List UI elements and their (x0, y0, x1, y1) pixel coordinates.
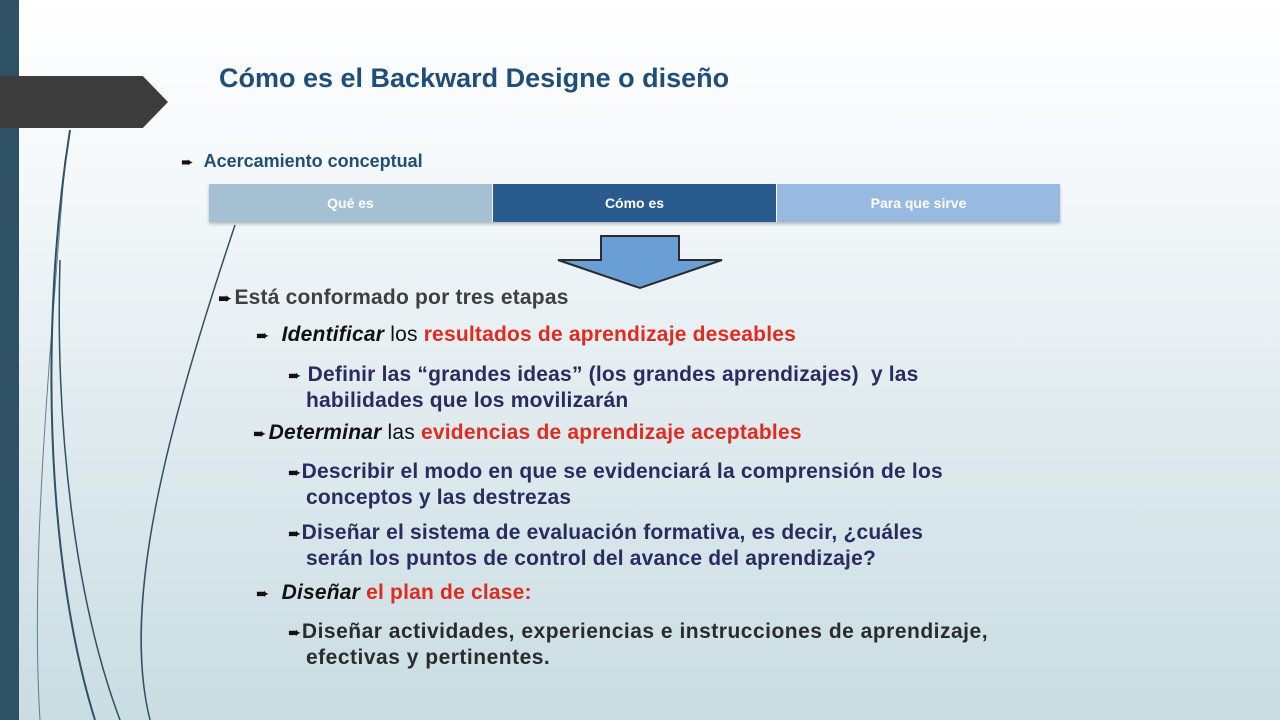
arrow-right-bullet-icon: ➨ (218, 289, 233, 309)
concept-tabs (209, 184, 1060, 222)
stage-determinar-detail-2: ➨Diseñar el sistema de evaluación formativa, es decir, ¿cuáles serán los puntos de control del avance del aprendizaje? (288, 521, 924, 570)
stage-determinar-detail-1: ➨Describir el modo en que se evidenciará la comprensión de los conceptos y las destrezas (288, 460, 943, 509)
tab-para-que-sirve[interactable]: Para que sirve (777, 184, 1060, 222)
arrow-right-bullet-icon: ➨ (256, 326, 270, 345)
subheading (181, 151, 423, 172)
stage-determinar: ➨Determinar las evidencias de aprendizaje aceptables (253, 421, 802, 444)
stage-identificar-detail: ➨ Definir las “grandes ideas” (los grandes aprendizajes) y las habilidades que los movilizarán (288, 363, 919, 412)
stages-heading: ➨Está conformado por tres etapas (218, 286, 569, 309)
arrow-right-bullet-icon: ➨ (288, 463, 302, 482)
arrow-right-bullet-icon: ➨ (288, 366, 302, 385)
tab-como-es[interactable]: Cómo es (493, 184, 777, 222)
subheading-text: Acercamiento conceptual (203, 151, 423, 171)
arrow-right-bullet-icon: ➨ (288, 524, 302, 543)
stage-verb: Determinar (268, 421, 382, 444)
down-arrow-icon (556, 234, 724, 290)
stage-identificar: ➨ Identificar los resultados de aprendizaje deseables (256, 323, 797, 346)
tab-que-es[interactable]: Qué es (209, 184, 493, 222)
stage-disenar-detail: ➨Diseñar actividades, experiencias e instrucciones de aprendizaje, efectivas y pertinentes. (288, 620, 989, 669)
arrow-right-bullet-icon: ➨ (253, 424, 267, 443)
stage-verb: Diseñar (281, 581, 361, 604)
arrow-right-bullet-icon: ➨ (181, 153, 194, 171)
arrow-right-bullet-icon: ➨ (256, 584, 270, 603)
slide-title: Cómo es el Backward Designe o diseño (219, 63, 730, 93)
title-arrow-shape (0, 76, 168, 128)
stage-disenar: ➨ Diseñar el plan de clase: (256, 581, 532, 604)
stage-verb: Identificar (281, 323, 385, 346)
arrow-right-bullet-icon: ➨ (288, 623, 302, 642)
